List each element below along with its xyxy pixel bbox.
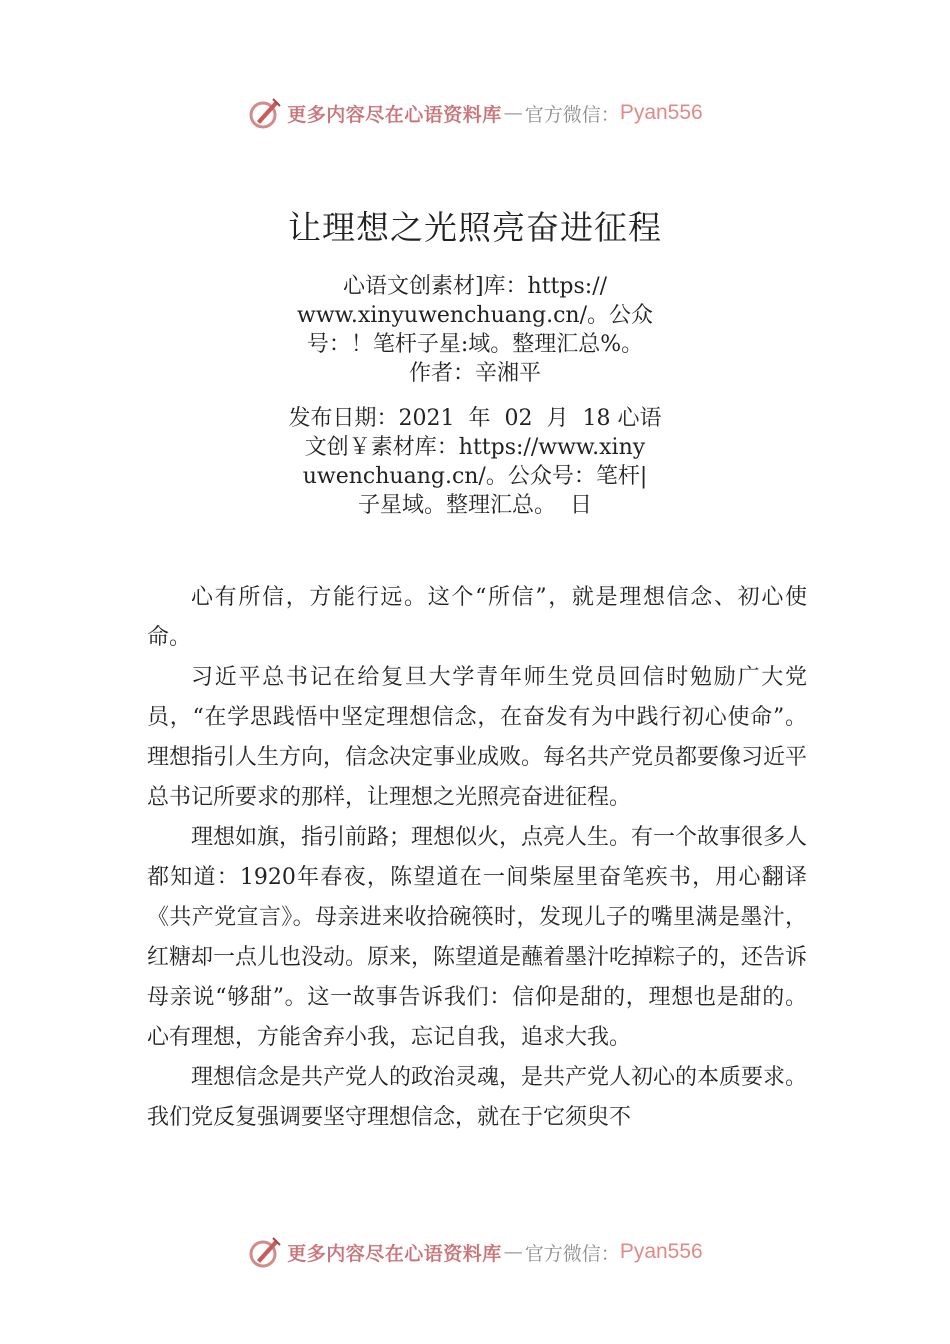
source-line: 号：！笔杆子星:域。整理汇总%。 <box>306 332 644 357</box>
banner-wechat-label: 官方微信： <box>524 103 620 126</box>
banner-dash: — <box>503 1241 523 1263</box>
article-title: 让理想之光照亮奋进征程 <box>288 208 662 247</box>
paragraph: 心有所信，方能行远。这个“所信”，就是理想信念、初心使命。 <box>147 585 807 650</box>
banner-wechat-label: 官方微信： <box>524 1242 620 1265</box>
article-body <box>147 578 807 1138</box>
banner-brand-text: 更多内容尽在心语资料库 <box>287 103 502 126</box>
banner-brand-text: 更多内容尽在心语资料库 <box>287 1242 502 1265</box>
date-line: uwenchuang.cn/。公众号：笔杆| <box>302 464 648 489</box>
header-banner <box>0 93 950 133</box>
banner-wechat-id: Pyan556 <box>619 1240 703 1263</box>
source-info-block <box>0 272 950 388</box>
banner-dash: — <box>503 102 523 124</box>
paragraph: 习近平总书记在给复旦大学青年师生党员回信时勉励广大党员，“在学思践悟中坚定理想信念，在奋发有为中践行初心使命”。理想指引人生方向，信念决定事业成败。每名共产党员都要像习近平总书记所要求的那样，让理想之光照亮奋进征程。 <box>147 665 808 810</box>
date-line: 发布日期：2021 年 02 月 18 心语 <box>288 406 662 431</box>
quill-logo-icon <box>247 95 283 131</box>
quill-logo-icon <box>247 1234 283 1270</box>
footer-banner <box>0 1232 950 1272</box>
publish-date-block <box>0 404 950 520</box>
date-line: 文创￥素材库：https://www.xiny <box>304 435 646 460</box>
source-line: 心语文创素材]库：https:// <box>342 274 608 299</box>
paragraph: 理想信念是共产党人的政治灵魂，是共产党人初心的本质要求。我们党反复强调要坚守理想信念，就在于它须臾不 <box>147 1065 808 1130</box>
date-line: 子星域。整理汇总。 日 <box>358 493 592 518</box>
paragraph: 理想如旗，指引前路；理想似火，点亮人生。有一个故事很多人都知道：1920年春夜，陈望道在一间柴屋里奋笔疾书，用心翻译《共产党宣言》。母亲进来收拾碗筷时，发现儿子的嘴里满是墨汁，红糖却一点儿也没动。原来，陈望道是蘸着墨汁吃掉粽子的，还告诉母亲说“够甜”。这一故事告诉我们：信仰是甜的，理想也是甜的。心有理想，方能舍弃小我，忘记自我，追求大我。 <box>147 825 808 1050</box>
source-line: www.xinyuwenchuang.cn/。公众 <box>296 303 654 328</box>
banner-wechat-id: Pyan556 <box>619 101 703 124</box>
author-line: 作者：辛湘平 <box>408 361 541 386</box>
